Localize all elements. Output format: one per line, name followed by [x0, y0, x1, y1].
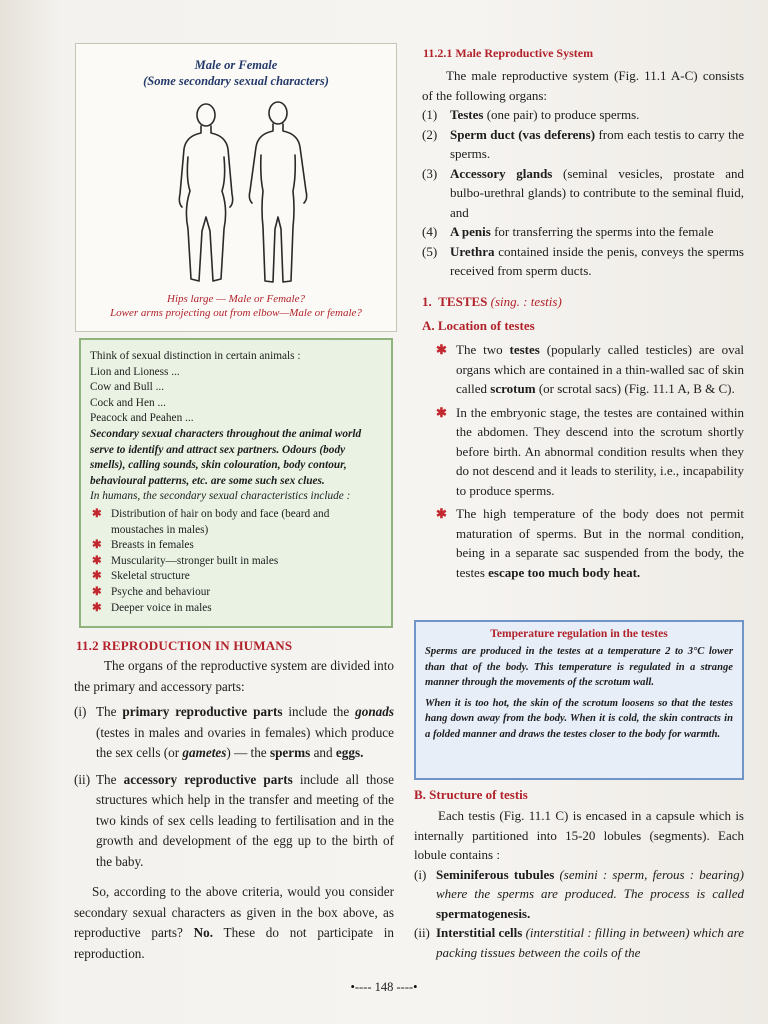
- animal-pair: Lion and Lioness ...: [90, 365, 180, 378]
- primary-parts-item: (i) The primary reproductive parts include the gonads (testes in males and ovaries in females) which produce the sex cells (or gametes) — the sperms and eggs.: [74, 704, 394, 760]
- structure-subheading: B. Structure of testis: [414, 787, 528, 802]
- structure-item: (i) Seminiferous tubules (semini : sperm, ferous : bearing) where the sperms are produced. The process is called spermatogenesis.: [414, 866, 744, 921]
- sexual-distinction-box: [79, 338, 393, 628]
- location-point: ✱ The high temperature of the body does not permit maturation of sperms. But in the normal condition, being in a separate sac suspended from the body, the testes escape too much body heat.: [436, 506, 744, 580]
- animal-pair: Cow and Bull ...: [90, 381, 165, 394]
- secondary-characters-para: Secondary sexual characters throughout the animal world serve to identify and attract sex partners. Odours (body smells), calling sounds, skin colouration, body contour, behavioural patterns, etc. are some such sex clues.: [90, 427, 362, 487]
- structure-paragraph: Each testis (Fig. 11.1 C) is encased in a capsule which is internally partitioned into 15-20 lobules (segments). Each lobule contains :: [414, 808, 744, 862]
- asterisk-bullet-icon: ✱: [92, 585, 102, 598]
- secondary-characteristics-list: [90, 507, 382, 616]
- location-point: ✱ In the embryonic stage, the testes are contained within the abdomen. They descend into the scrotum shortly before birth. An abnormal condition results when they do not descend and it leads to sterility, i.e., incapability to produce sperms.: [436, 404, 744, 498]
- list-item: ✱ Psyche and behaviour: [90, 585, 382, 601]
- asterisk-bullet-icon: ✱: [92, 601, 102, 614]
- organ-item: (1) Testes (one pair) to produce sperms.: [422, 107, 640, 122]
- male-reproductive-heading: 11.2.1 Male Reproductive System: [423, 46, 594, 60]
- list-item: ✱ Breasts in females: [90, 538, 382, 554]
- section-heading-reproduction: 11.2 REPRODUCTION IN HUMANS: [76, 638, 293, 653]
- animal-pair: Cock and Hen ...: [90, 396, 166, 409]
- testes-heading: 1. TESTES (sing. : testis): [422, 294, 562, 309]
- list-item: ✱ Skeletal structure: [90, 569, 382, 585]
- structure-body: [414, 806, 744, 962]
- temperature-para-2: When it is too hot, the skin of the scrotum loosens so that the testes hang down away from the body. When it is cold, the skin contracts in a folded manner and draws the testes closer to the body for warmth.: [425, 697, 733, 740]
- figure-title: Male or Female: [194, 58, 278, 72]
- organ-item: (4) A penis for transferring the sperms into the female: [422, 224, 714, 239]
- intro-paragraph: The organs of the reproductive system are divided into the primary and accessory parts:: [74, 658, 394, 694]
- structure-item: (ii) Interstitial cells (interstitial : filling in between) which are packing tissues between the coils of the: [414, 925, 744, 960]
- bullet-dot-icon: •: [350, 980, 355, 994]
- human-silhouettes-illustration: [166, 99, 316, 294]
- list-item: ✱ Deeper voice in males: [90, 601, 382, 617]
- list-item: ✱ Distribution of hair on body and face (beard and moustaches in males): [92, 507, 330, 536]
- asterisk-bullet-icon: ✱: [92, 570, 102, 583]
- page-number: •---- 148 ----•: [350, 980, 418, 994]
- accessory-parts-item: (ii) The accessory reproductive parts include all those structures which help in the transfer and meeting of the two kinds of sex cells leading to fertilisation and in the growth and development of the egg up to the birth of the baby.: [74, 771, 394, 869]
- temperature-box-title: Temperature regulation in the testes: [490, 628, 668, 640]
- conclusion-paragraph: So, according to the above criteria, would you consider secondary sexual characters as given in the box above, as reproductive parts? No. These do not participate in reproduction.: [74, 884, 394, 961]
- figure-subtitle: (Some secondary sexual characters): [143, 74, 329, 88]
- location-subheading: A. Location of testes: [422, 318, 535, 333]
- section-11-2-body: [74, 656, 394, 964]
- humans-intro: In humans, the secondary sexual characteristics include :: [90, 490, 351, 503]
- organ-item: (2) Sperm duct (vas deferens) from each testis to carry the sperms.: [422, 126, 744, 161]
- male-system-intro: The male reproductive system (Fig. 11.1 A-C) consists of the following organs:: [422, 68, 744, 103]
- asterisk-bullet-icon: ✱: [436, 506, 447, 521]
- asterisk-bullet-icon: ✱: [436, 342, 447, 357]
- figure-box: [75, 43, 397, 332]
- temperature-para-1: Sperms are produced in the testes at a temperature 2 to 3°C lower than that of the body. This temperature is regulated in a strange manner through the movements of the scrotum wall.: [425, 646, 733, 688]
- bullet-dot-icon: •: [413, 980, 418, 994]
- asterisk-bullet-icon: ✱: [92, 507, 102, 520]
- temperature-regulation-box: [414, 620, 744, 780]
- asterisk-bullet-icon: ✱: [92, 539, 102, 552]
- organ-item: (5) Urethra contained inside the penis, conveys the sperms received from sperm ducts.: [422, 243, 744, 278]
- location-points: [428, 340, 744, 582]
- list-item: ✱ Muscularity—stronger built in males: [90, 554, 382, 570]
- asterisk-bullet-icon: ✱: [92, 554, 102, 567]
- organ-item: (3) Accessory glands (seminal vesicles, prostate and bulbo-urethral glands) to contribute to the seminal fluid, and: [422, 165, 744, 220]
- location-point: ✱ The two testes (popularly called testicles) are oval organs which are contained in a thin-walled sac of skin called scrotum (or scrotal sacs) (Fig. 11.1 A, B & C).: [436, 342, 744, 396]
- figure-caption-arms: Lower arms projecting out from elbow—Male or female?: [110, 307, 362, 319]
- think-intro: Think of sexual distinction in certain animals :: [90, 350, 301, 362]
- animal-pair: Peacock and Peahen ...: [90, 412, 194, 425]
- figure-caption-hips: Hips large — Male or Female?: [167, 293, 305, 305]
- asterisk-bullet-icon: ✱: [436, 404, 447, 420]
- male-system-body: [422, 66, 744, 281]
